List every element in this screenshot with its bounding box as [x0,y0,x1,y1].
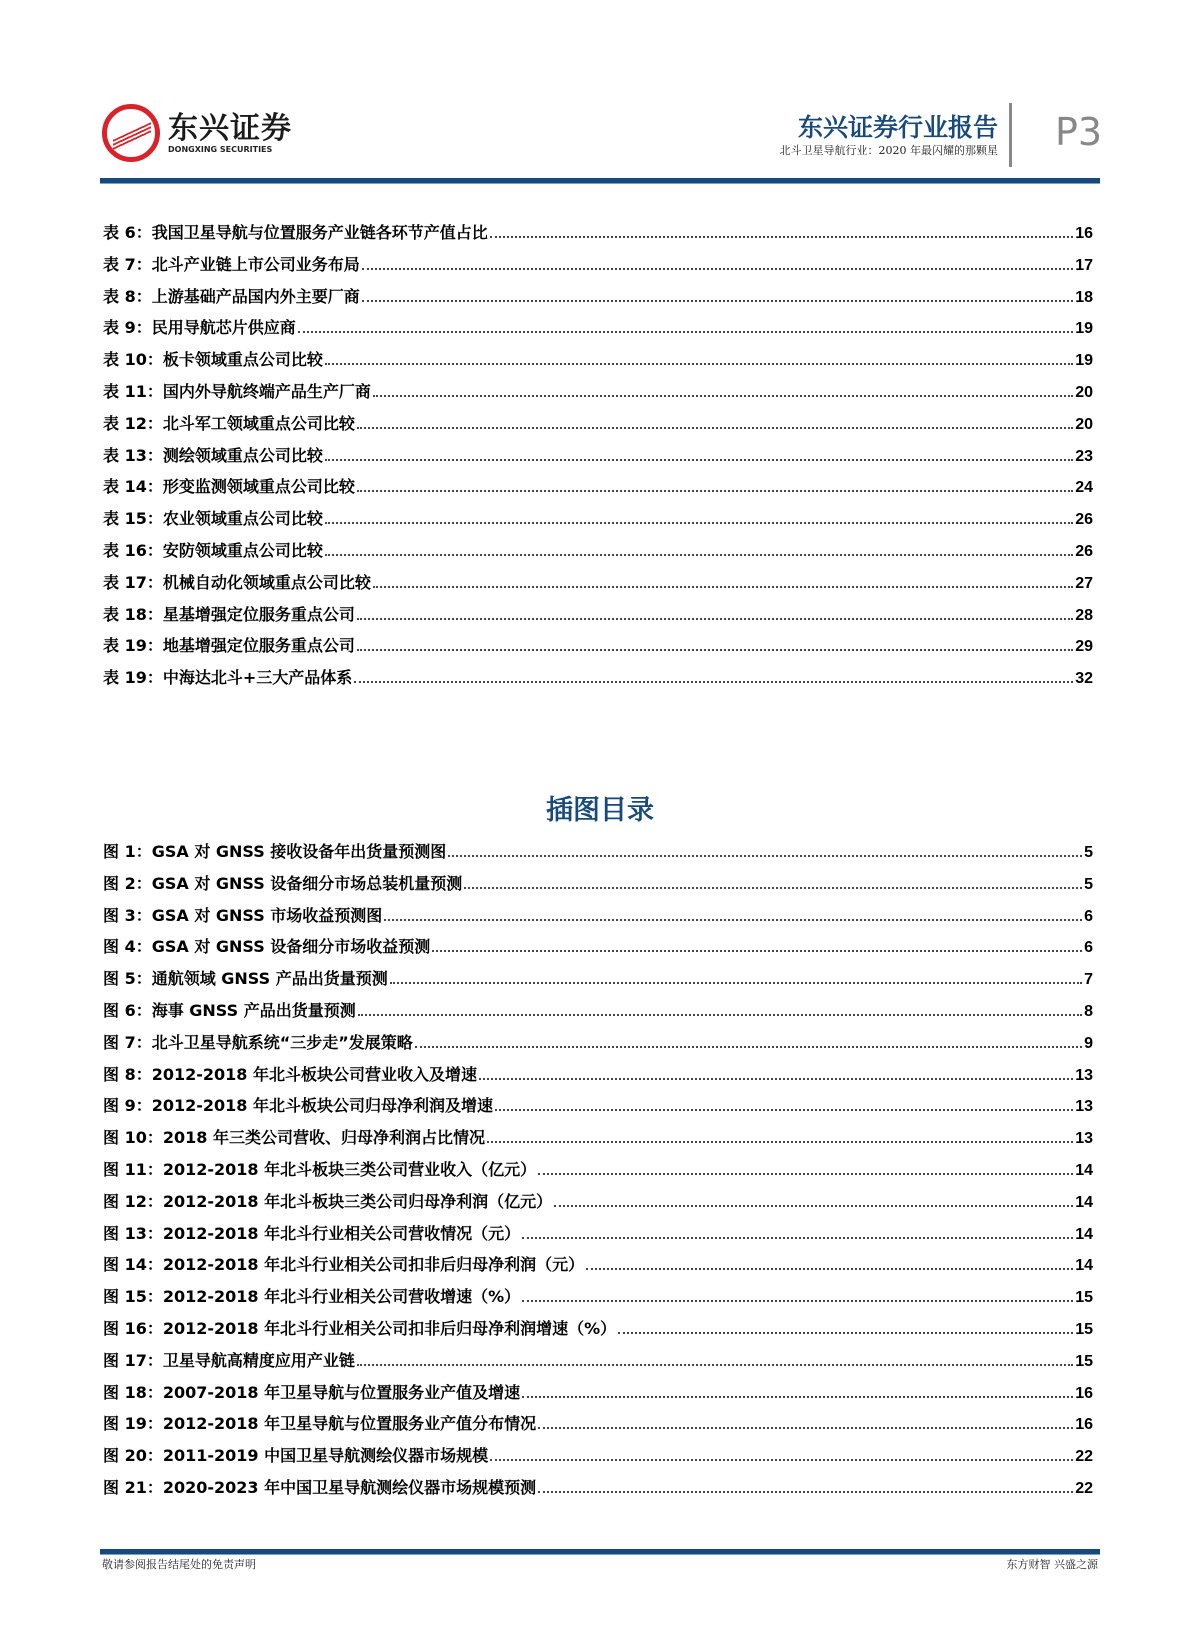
toc-entry-label: 图 1：GSA 对 GNSS 接收设备年出货量预测图 [103,842,447,861]
toc-entry-page: 14 [1075,1162,1093,1179]
toc-entry[interactable] [103,967,1093,989]
toc-leader-dots [325,522,1073,524]
toc-entry[interactable] [103,1158,1093,1180]
toc-entry[interactable] [103,666,1093,688]
toc-entry-label: 图 2：GSA 对 GNSS 设备细分市场总装机量预测 [103,873,463,893]
toc-entry-page: 19 [1075,352,1093,370]
report-type-title: 东兴证券行业报告 [797,113,998,142]
toc-entry-label: 图 14：2012-2018 年北斗行业相关公司扣非后归母净利润（元） [103,1255,585,1275]
toc-entry-label: 表 10：板卡领域重点公司比较 [103,350,323,370]
toc-entry[interactable] [103,634,1093,656]
toc-entry-page: 5 [1084,875,1093,893]
toc-entry[interactable] [103,1094,1093,1116]
toc-entry-page: 13 [1075,1098,1093,1116]
toc-entry[interactable] [103,1222,1093,1244]
toc-entry-label: 图 9：2012-2018 年北斗板块公司归母净利润及增速 [103,1096,493,1116]
toc-leader-dots [415,1046,1082,1048]
toc-entry[interactable] [103,316,1093,338]
footer-rule [100,1549,1100,1555]
toc-entry-label: 表 8：上游基础产品国内外主要厂商 [103,286,360,306]
toc-leader-dots [390,982,1082,984]
toc-leader-dots [448,855,1082,857]
toc-leader-dots [357,649,1073,651]
toc-entry-label: 图 5：通航领域 GNSS 产品出货量预测 [103,969,388,989]
toc-entry-label: 表 13：测绘领域重点公司比较 [103,445,323,465]
toc-entry-page: 15 [1075,1289,1093,1307]
toc-entry[interactable] [103,1349,1093,1371]
toc-entry[interactable] [103,1285,1093,1307]
toc-entry-label: 表 19：中海达北斗+三大产品体系 [103,668,353,688]
toc-entry[interactable] [103,571,1093,593]
toc-entry[interactable] [103,935,1093,957]
toc-entry[interactable] [103,999,1093,1021]
toc-leader-dots [373,586,1073,588]
toc-entry-page: 32 [1075,670,1093,688]
toc-entry-page: 26 [1075,543,1093,560]
toc-entry[interactable] [103,1253,1093,1275]
toc-leader-dots [432,950,1082,952]
toc-entry-label: 图 13：2012-2018 年北斗行业相关公司营收情况（元） [103,1223,521,1243]
toc-entry-label: 表 19：地基增强定位服务重点公司 [103,636,355,656]
toc-entry-page: 16 [1075,1384,1093,1402]
toc-leader-dots [479,1078,1073,1080]
toc-entry-page: 28 [1075,606,1093,624]
toc-entry[interactable] [103,539,1093,561]
toc-leader-dots [538,1427,1073,1429]
toc-entry-page: 19 [1075,320,1093,338]
toc-entry-label: 表 11：国内外导航终端产品生产厂商 [103,382,371,401]
toc-leader-dots [325,459,1073,461]
toc-entry[interactable] [103,507,1093,529]
toc-entry[interactable] [103,872,1093,894]
toc-leader-dots [586,1268,1073,1270]
toc-entry[interactable] [103,380,1093,402]
toc-entry[interactable] [103,1412,1093,1434]
toc-entry-page: 23 [1075,447,1093,465]
toc-entry[interactable] [103,1381,1093,1403]
toc-entry[interactable] [103,444,1093,466]
toc-leader-dots [357,1364,1073,1366]
toc-entry-label: 表 18：星基增强定位服务重点公司 [103,604,355,624]
toc-entry-page: 14 [1075,1257,1093,1275]
toc-entry[interactable] [103,1031,1093,1053]
toc-entry[interactable] [103,475,1093,497]
toc-entry-label: 表 17：机械自动化领域重点公司比较 [103,572,371,592]
toc-entry-page: 22 [1075,1448,1093,1466]
toc-entry-page: 16 [1075,1416,1093,1434]
company-logo [102,104,292,162]
toc-entry-page: 29 [1075,638,1093,656]
toc-entry-label: 图 7：北斗卫星导航系统“三步走”发展策略 [103,1032,413,1052]
toc-leader-dots [554,1205,1073,1207]
toc-leader-dots [362,268,1073,270]
toc-entry-label: 图 11：2012-2018 年北斗板块三类公司营业收入（亿元） [103,1160,537,1179]
toc-entry-label: 图 3：GSA 对 GNSS 市场收益预测图 [103,905,383,925]
toc-entry-page: 15 [1075,1321,1093,1338]
toc-leader-dots [538,1491,1073,1493]
toc-entry-page: 6 [1084,939,1093,957]
toc-entry-page: 22 [1075,1480,1093,1497]
toc-entry-label: 表 6：我国卫星导航与位置服务产业链各环节产值占比 [103,223,488,242]
toc-entry-label: 图 6：海事 GNSS 产品出货量预测 [103,1001,356,1020]
toc-entry-page: 26 [1075,511,1093,529]
toc-entry[interactable] [103,412,1093,434]
toc-entry-label: 图 20：2011-2019 中国卫星导航测绘仪器市场规模 [103,1446,489,1466]
toc-leader-dots [464,887,1082,889]
logo-emblem-icon [102,104,160,162]
page-number: P3 [1055,110,1103,154]
toc-entry-page: 8 [1084,1003,1093,1020]
toc-leader-dots [618,1332,1073,1334]
toc-leader-dots [298,331,1073,333]
toc-entry-label: 图 21：2020-2023 年中国卫星导航测绘仪器市场规模预测 [103,1478,537,1497]
toc-entry-page: 5 [1084,844,1093,861]
toc-entry-page: 14 [1075,1193,1093,1211]
toc-entry[interactable] [103,1126,1093,1148]
header-divider [1009,103,1012,167]
header-rule [100,178,1100,184]
toc-entry-label: 图 10：2018 年三类公司营收、归母净利润占比情况 [103,1128,485,1148]
toc-entry[interactable] [103,904,1093,926]
footer-disclaimer: 敬请参阅报告结尾处的免责声明 [102,1558,256,1571]
toc-leader-dots [487,1141,1073,1143]
toc-leader-dots [358,1014,1082,1016]
toc-entry-page: 20 [1075,384,1093,401]
toc-entry[interactable] [103,253,1093,275]
toc-entry-page: 20 [1075,415,1093,433]
toc-entry[interactable] [103,1317,1093,1339]
toc-leader-dots [354,681,1073,683]
logo-name-en: DONGXING SECURITIES [168,144,273,154]
toc-entry-page: 13 [1075,1066,1093,1084]
toc-leader-dots [538,1173,1073,1175]
toc-entry-label: 表 14：形变监测领域重点公司比较 [103,477,355,497]
toc-entry-page: 6 [1084,907,1093,925]
toc-leader-dots [522,1300,1073,1302]
toc-entry-label: 图 19：2012-2018 年卫星导航与位置服务业产值分布情况 [103,1414,537,1434]
toc-leader-dots [362,300,1073,302]
toc-entry-label: 图 17：卫星导航高精度应用产业链 [103,1350,355,1370]
toc-entry-label: 表 16：安防领域重点公司比较 [103,541,323,560]
toc-leader-dots [325,554,1073,556]
toc-entry-page: 24 [1075,479,1093,497]
toc-entry-page: 9 [1084,1034,1093,1052]
toc-entry[interactable] [103,840,1093,862]
toc-leader-dots [522,1237,1073,1239]
toc-entry-label: 图 15：2012-2018 年北斗行业相关公司营收增速（%） [103,1287,521,1307]
toc-entry-page: 17 [1075,256,1093,274]
toc-entry-label: 表 12：北斗军工领域重点公司比较 [103,413,355,433]
toc-entry[interactable] [103,1063,1093,1085]
toc-leader-dots [325,363,1073,365]
toc-entry-page: 7 [1084,971,1093,989]
toc-entry-page: 18 [1075,288,1093,306]
toc-entry-label: 表 7：北斗产业链上市公司业务布局 [103,254,360,274]
toc-leader-dots [495,1109,1073,1111]
toc-entry-label: 图 18：2007-2018 年卫星导航与位置服务业产值及增速 [103,1382,521,1402]
toc-leader-dots [357,427,1073,429]
figures-index-title: 插图目录 [546,795,654,826]
toc-entry-label: 表 9：民用导航芯片供应商 [103,318,296,338]
toc-entry-page: 16 [1075,225,1093,242]
toc-entry[interactable] [103,285,1093,307]
toc-leader-dots [357,618,1073,620]
toc-entry-label: 图 8：2012-2018 年北斗板块公司营业收入及增速 [103,1064,477,1084]
toc-leader-dots [490,236,1073,238]
toc-entry-page: 27 [1075,574,1093,592]
toc-entry-page: 13 [1075,1130,1093,1148]
toc-leader-dots [373,395,1073,397]
toc-entry[interactable] [103,348,1093,370]
toc-leader-dots [490,1459,1073,1461]
toc-entry-label: 图 16：2012-2018 年北斗行业相关公司扣非后归母净利润增速（%） [103,1319,617,1338]
toc-entry[interactable] [103,221,1093,243]
toc-entry-page: 14 [1075,1225,1093,1243]
toc-entry[interactable] [103,1476,1093,1498]
toc-leader-dots [522,1396,1073,1398]
toc-leader-dots [384,919,1082,921]
toc-entry[interactable] [103,1190,1093,1212]
toc-entry[interactable] [103,603,1093,625]
toc-entry-label: 表 15：农业领域重点公司比较 [103,509,323,529]
footer-slogan: 东方财智 兴盛之源 [1006,1558,1098,1571]
toc-entry[interactable] [103,1444,1093,1466]
logo-name-cn: 东兴证券 [168,110,292,146]
toc-entry-label: 图 4：GSA 对 GNSS 设备细分市场收益预测 [103,937,431,957]
toc-entry-page: 15 [1075,1352,1093,1370]
toc-leader-dots [357,490,1073,492]
report-subtitle: 北斗卫星导航行业：2020 年最闪耀的那颗星 [779,144,998,157]
toc-entry-label: 图 12：2012-2018 年北斗板块三类公司归母净利润（亿元） [103,1191,553,1211]
